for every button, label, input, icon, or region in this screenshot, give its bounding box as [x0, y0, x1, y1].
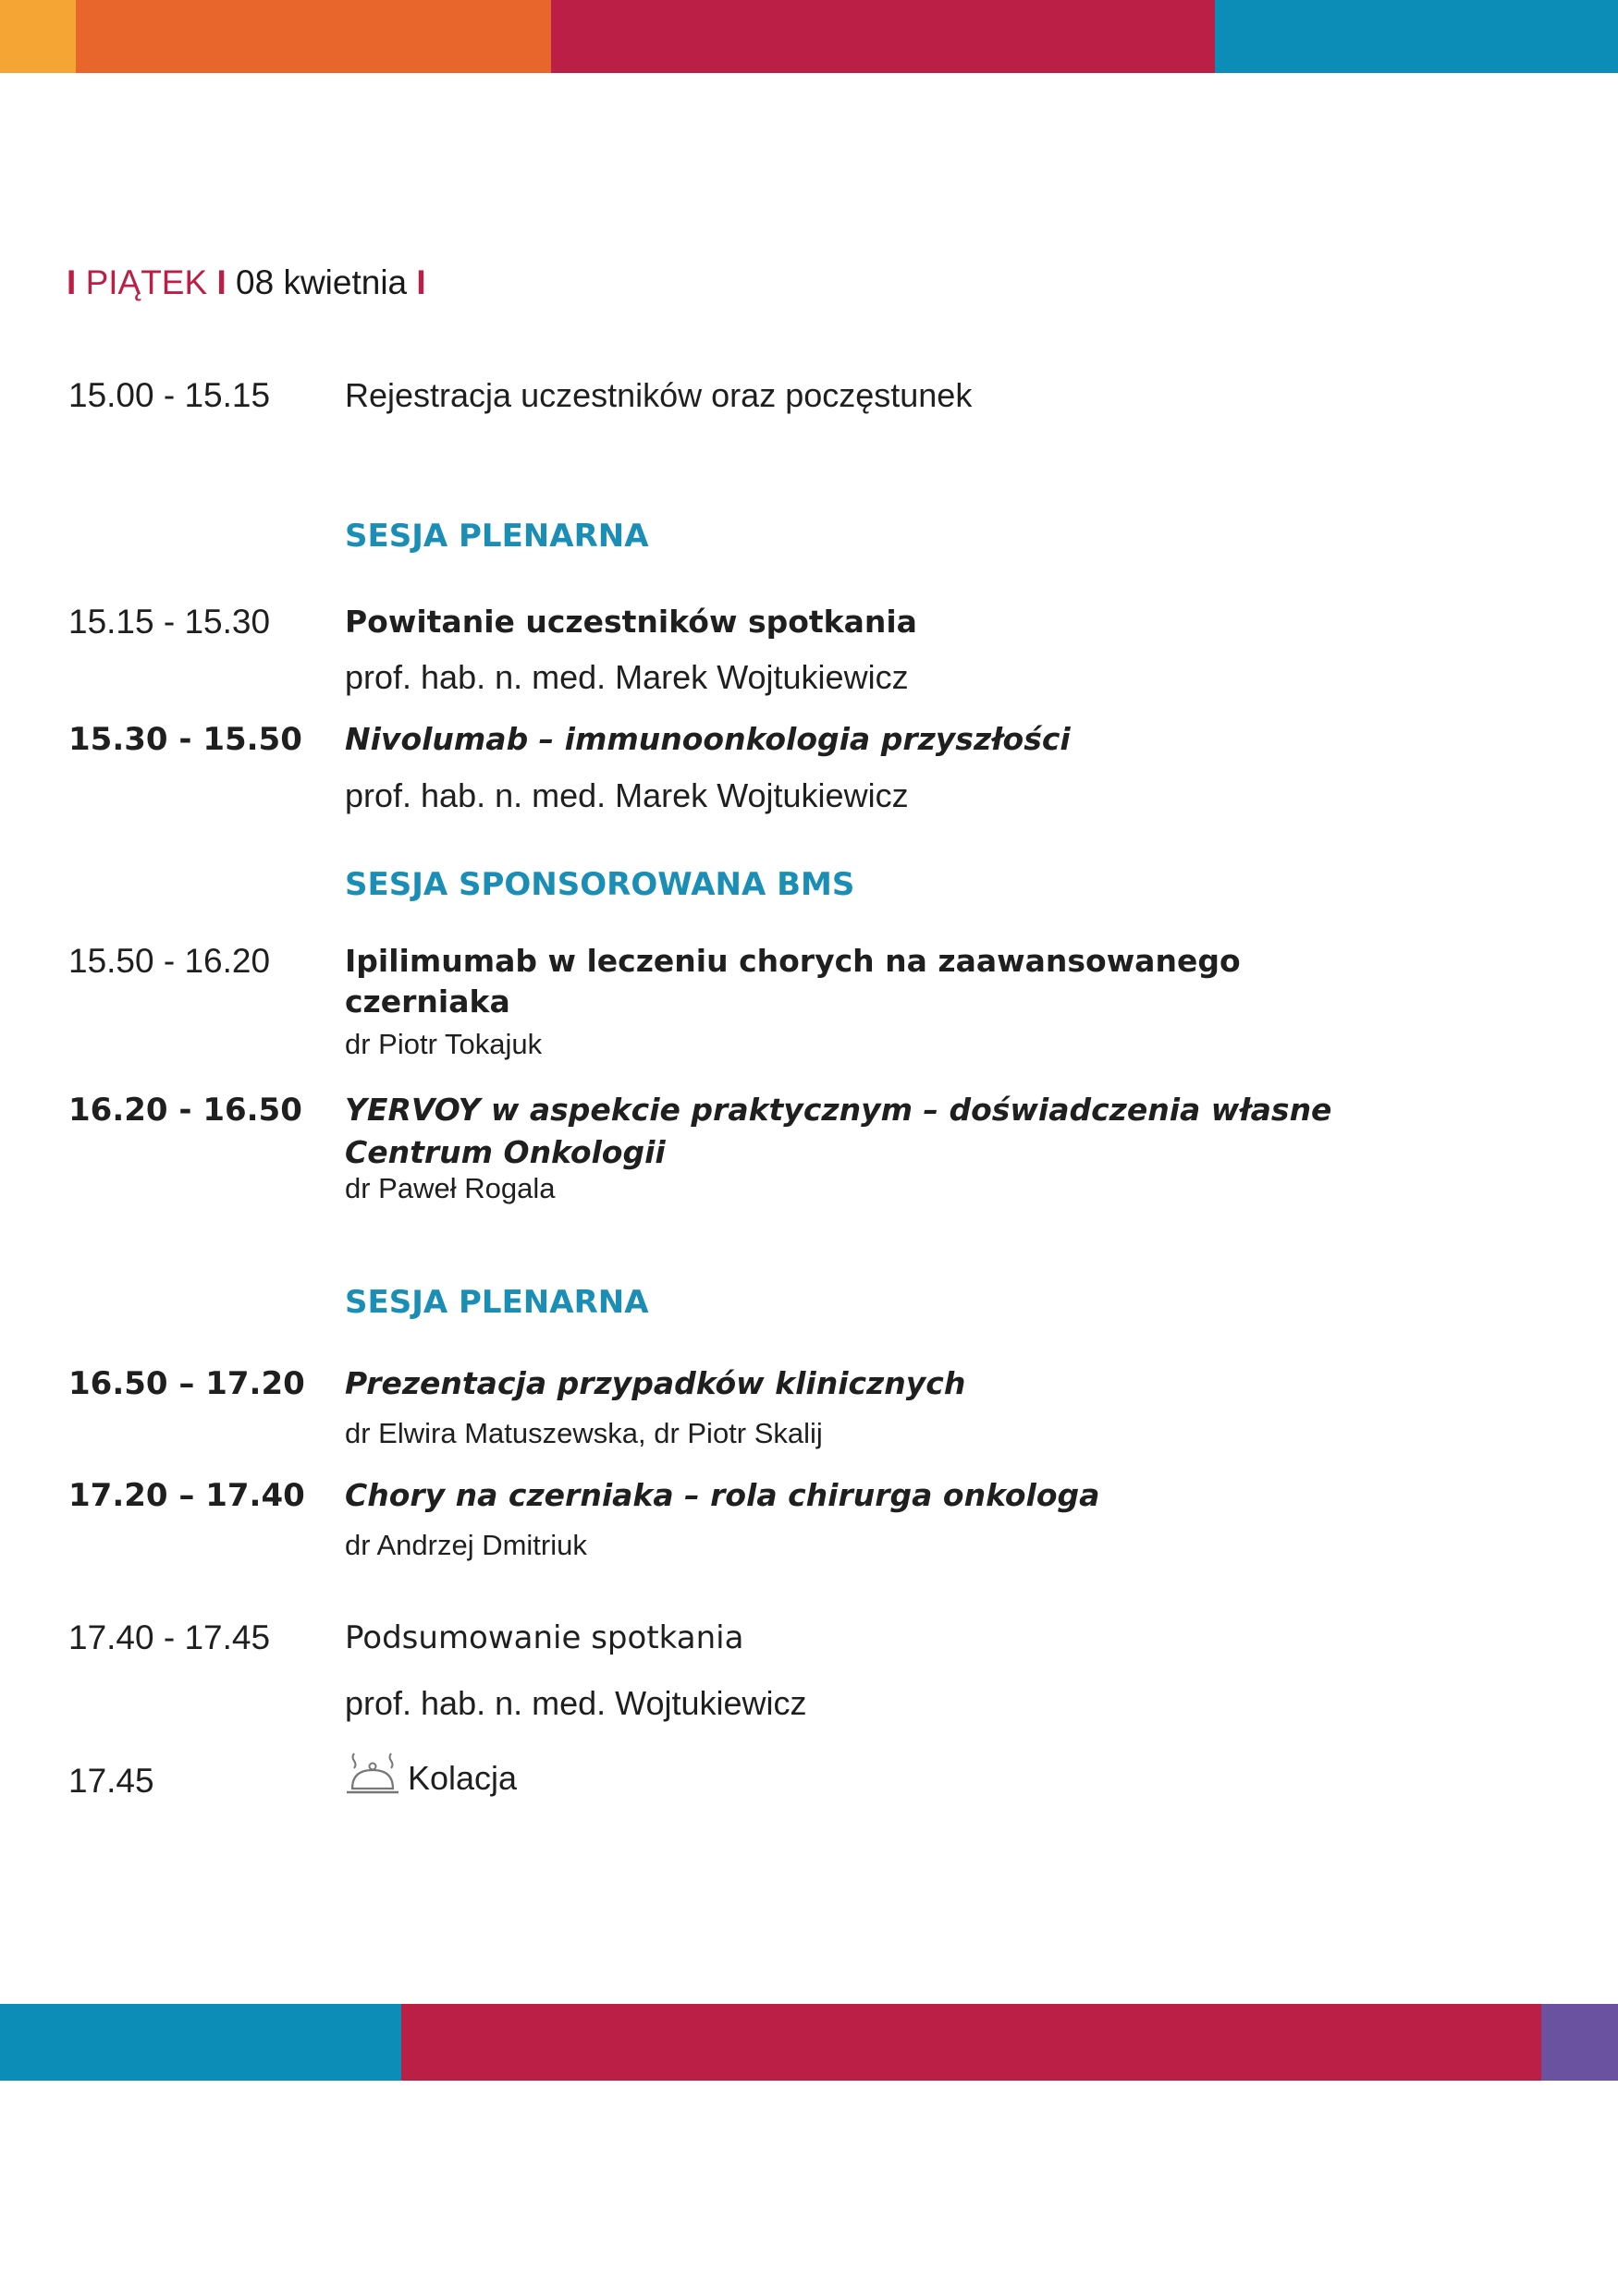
agenda-speaker: prof. hab. n. med. Marek Wojtukiewicz — [345, 776, 909, 814]
summary-time: 17.40 - 17.45 — [68, 1618, 271, 1656]
agenda-time: 16.50 – 17.20 — [68, 1365, 305, 1402]
agenda-title: Chory na czerniaka – rola chirurga onkologa — [345, 1477, 1100, 1513]
agenda-title: Prezentacja przypadków klinicznych — [345, 1365, 966, 1401]
agenda-time: 15.30 - 15.50 — [68, 721, 302, 758]
band-segment-purple — [1541, 2004, 1618, 2081]
summary-speaker: prof. hab. n. med. Wojtukiewicz — [345, 1684, 807, 1722]
agenda-speaker: dr Piotr Tokajuk — [345, 1028, 543, 1060]
band-segment-crimson — [401, 2004, 1541, 2081]
band-segment-orange-light — [0, 0, 76, 73]
top-color-band — [0, 0, 1618, 73]
agenda-time: 16.20 - 16.50 — [68, 1092, 302, 1129]
cloche-icon — [345, 1752, 400, 1800]
agenda-speaker: prof. hab. n. med. Marek Wojtukiewicz — [345, 658, 909, 696]
session-title-plenary-2: SESJA PLENARNA — [345, 1284, 649, 1321]
band-segment-teal — [0, 2004, 401, 2081]
dinner-label: Kolacja — [408, 1759, 518, 1797]
header-bar-mid: I — [216, 263, 227, 301]
agenda-speaker: dr Andrzej Dmitriuk — [345, 1529, 587, 1561]
header-bar-right: I — [416, 263, 426, 301]
header-date: 08 kwietnia — [236, 263, 408, 301]
agenda-title: Powitanie uczestników spotkania — [345, 604, 917, 640]
agenda-speaker: dr Elwira Matuszewska, dr Piotr Skalij — [345, 1417, 823, 1449]
dinner-entry — [345, 1752, 517, 1800]
header-day: PIĄTEK — [85, 263, 208, 301]
agenda-title-line1: Ipilimumab w leczeniu chorych na zaawansowanego — [345, 943, 1241, 979]
agenda-title: Nivolumab – immunoonkologia przyszłości — [345, 721, 1071, 757]
summary-title: Podsumowanie spotkania — [345, 1619, 744, 1656]
header-bar-left: I — [67, 263, 77, 301]
band-segment-orange — [76, 0, 551, 73]
day-header — [67, 262, 426, 304]
dinner-time: 17.45 — [68, 1762, 154, 1800]
session-title-sponsored: SESJA SPONSOROWANA BMS — [345, 866, 855, 903]
registration-title: Rejestracja uczestników oraz poczęstunek — [345, 376, 973, 414]
agenda-time: 17.20 – 17.40 — [68, 1477, 305, 1514]
agenda-time: 15.15 - 15.30 — [68, 603, 271, 641]
agenda-title-line2: czerniaka — [345, 983, 510, 1020]
band-segment-teal — [1215, 0, 1618, 73]
agenda-title-line1: YERVOY w aspekcie praktycznym – doświadczenia własne — [345, 1092, 1332, 1128]
session-title-plenary-1: SESJA PLENARNA — [345, 518, 649, 555]
agenda-time: 15.50 - 16.20 — [68, 942, 271, 980]
registration-time: 15.00 - 15.15 — [68, 376, 271, 414]
agenda-title-line2: Centrum Onkologii — [345, 1134, 666, 1170]
band-segment-crimson — [551, 0, 1215, 73]
agenda-speaker: dr Paweł Rogala — [345, 1172, 556, 1204]
bottom-color-band — [0, 2004, 1618, 2081]
